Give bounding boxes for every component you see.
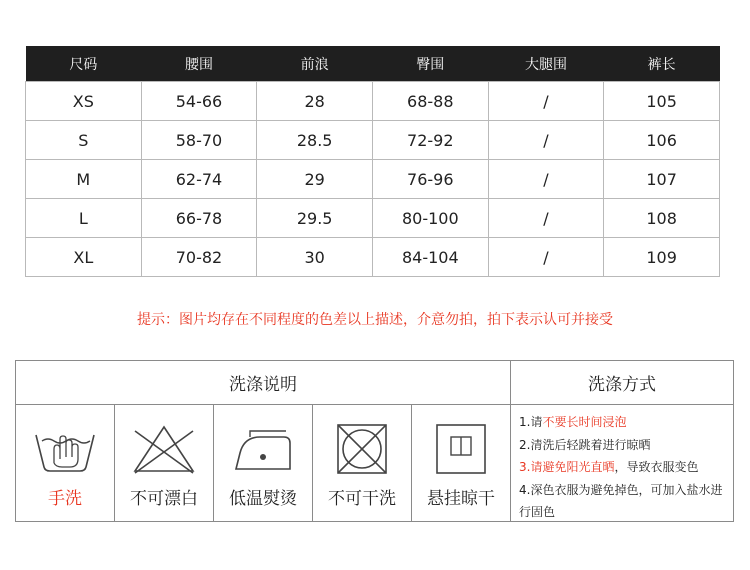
table-row [26,199,720,238]
care-icons-row [16,405,511,521]
table-cell: 106 [604,121,720,160]
care-item-no-bleach [115,405,214,521]
table-row [26,121,720,160]
method-item-3 [519,456,727,479]
table-cell: 62-74 [141,160,257,199]
table-cell: / [488,160,604,199]
care-label: 悬挂晾干 [427,489,495,509]
table-cell: / [488,199,604,238]
col-header-size: 尺码 [26,46,142,82]
table-cell: 68-88 [372,82,488,121]
col-header-waist: 腰围 [141,46,257,82]
method-item-1 [519,411,727,434]
table-cell: M [26,160,142,199]
method-highlight: 不要长时间浸泡 [542,415,627,429]
table-header-row [26,46,720,82]
table-cell: S [26,121,142,160]
table-cell: / [488,238,604,277]
low-iron-icon [230,423,296,475]
table-row [26,160,720,199]
table-cell: 54-66 [141,82,257,121]
table-cell: 107 [604,160,720,199]
table-cell: L [26,199,142,238]
col-header-length: 裤长 [604,46,720,82]
table-cell: 70-82 [141,238,257,277]
table-row [26,82,720,121]
table-cell: 108 [604,199,720,238]
hand-wash-icon [32,423,98,475]
col-header-thigh: 大腿围 [488,46,604,82]
wash-method-list [511,405,733,521]
line-dry-icon [433,423,489,475]
care-label: 低温熨烫 [229,489,297,509]
table-cell: 58-70 [141,121,257,160]
color-difference-notice: 提示：图片均存在不同程度的色差以上描述，介意勿拍，拍下表示认可并接受 [137,312,613,328]
wash-instructions-box [15,360,734,522]
table-cell: 76-96 [372,160,488,199]
care-item-hand-wash [16,405,115,521]
method-highlight: 3.请避免阳光直晒 [519,460,615,474]
table-cell: / [488,82,604,121]
care-item-low-iron [214,405,313,521]
table-cell: 72-92 [372,121,488,160]
table-cell: 84-104 [372,238,488,277]
table-cell: 28.5 [257,121,373,160]
method-item-4: 4.深色衣服为避免掉色，可加入盐水进行固色 [519,482,723,519]
table-cell: / [488,121,604,160]
table-cell: 105 [604,82,720,121]
table-cell: 109 [604,238,720,277]
table-cell: 29.5 [257,199,373,238]
method-item-2: 2.清洗后轻跳着进行晾晒 [519,437,651,452]
table-cell: 29 [257,160,373,199]
table-cell: 30 [257,238,373,277]
table-cell: 66-78 [141,199,257,238]
method-text: ，导致衣服变色 [614,460,699,474]
no-tumble-dry-icon [334,423,390,475]
care-item-no-tumble-dry [313,405,412,521]
table-cell: 28 [257,82,373,121]
care-label: 手洗 [48,489,82,509]
size-chart [25,46,720,266]
method-text: 1.请 [519,415,543,429]
table-row [26,238,720,277]
care-label: 不可干洗 [328,489,396,509]
wash-instructions-title: 洗涤说明 [16,361,511,405]
no-bleach-icon [129,423,199,475]
col-header-front-rise: 前浪 [257,46,373,82]
col-header-hip: 臀围 [372,46,488,82]
table-cell: XL [26,238,142,277]
table-cell: XS [26,82,142,121]
table-cell: 80-100 [372,199,488,238]
wash-method-title: 洗涤方式 [511,361,733,405]
size-table [25,46,720,277]
care-item-line-dry [412,405,511,521]
care-label: 不可漂白 [130,489,198,509]
